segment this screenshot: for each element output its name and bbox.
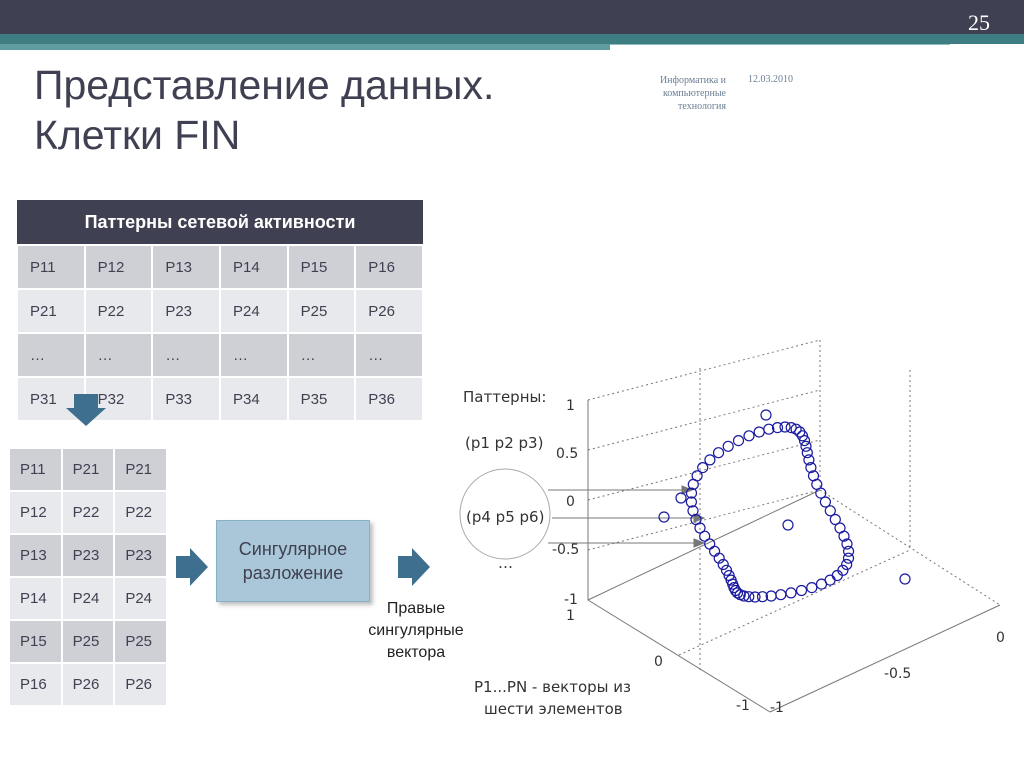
table-cell: P14: [220, 245, 288, 289]
data-markers: [659, 410, 910, 602]
table-row: [9, 491, 167, 534]
table-cell: P23: [114, 534, 167, 577]
table-cell: P21: [114, 448, 167, 491]
table-row: [17, 333, 423, 377]
data-marker: [754, 427, 764, 437]
table-cell: P15: [9, 620, 62, 663]
ellipsis-label: …: [498, 554, 513, 572]
table-cell: P24: [62, 577, 115, 620]
table-cell: P32: [85, 377, 153, 421]
table-cell: P25: [62, 620, 115, 663]
caption-line1: P1...PN - векторы из: [474, 678, 632, 696]
table-cell: …: [355, 333, 423, 377]
z-tick: 0: [566, 494, 575, 510]
svd-box: [216, 520, 370, 602]
table-cell: P26: [355, 289, 423, 333]
patterns-table-header: Паттерны сетевой активности: [17, 200, 423, 245]
slide-date: 12.03.2010: [748, 74, 793, 85]
data-marker: [744, 431, 754, 441]
table-cell: …: [17, 333, 85, 377]
table-cell: P16: [9, 663, 62, 706]
table-row: [9, 577, 167, 620]
patterns-label: Паттерны:: [463, 388, 547, 406]
table-cell: P15: [288, 245, 356, 289]
table-cell: P13: [152, 245, 220, 289]
arrow-down-icon: [66, 394, 106, 426]
z-tick: -0.5: [552, 542, 580, 558]
data-marker: [676, 493, 686, 503]
data-marker: [776, 590, 786, 600]
data-marker: [761, 410, 771, 420]
data-marker: [710, 546, 720, 556]
table-cell: P14: [9, 577, 62, 620]
data-marker: [900, 574, 910, 584]
data-marker: [783, 520, 793, 530]
slide-title: [34, 60, 494, 160]
table-cell: P25: [114, 620, 167, 663]
table-cell: P26: [62, 663, 115, 706]
x-tick: 0: [996, 630, 1005, 646]
data-marker: [830, 515, 840, 525]
header-band: [0, 34, 1024, 44]
group2-label: (p4 p5 p6): [466, 508, 545, 526]
y-tick: 0: [654, 654, 663, 670]
header-band-line: [610, 44, 950, 61]
table-cell: …: [152, 333, 220, 377]
header-band-light: [0, 44, 610, 50]
data-marker: [797, 586, 807, 596]
data-marker: [801, 441, 811, 451]
table-row: [9, 663, 167, 706]
table-cell: P11: [9, 448, 62, 491]
arrow-right-icon: [398, 548, 430, 586]
data-marker: [705, 455, 715, 465]
table-cell: P24: [220, 289, 288, 333]
table-cell: P23: [62, 534, 115, 577]
table-cell: …: [85, 333, 153, 377]
table-cell: P23: [152, 289, 220, 333]
label-line2: сингулярные: [368, 622, 464, 639]
table-cell: P33: [152, 377, 220, 421]
scatter-3d-plot: [440, 330, 1024, 730]
table-row: [17, 289, 423, 333]
slide-number: 25: [968, 10, 990, 35]
table-cell: P11: [17, 245, 85, 289]
table-cell: P13: [9, 534, 62, 577]
table-cell: P16: [355, 245, 423, 289]
x-tick: -0.5: [884, 666, 912, 682]
course-name: Информатика и компьютерные технология: [659, 75, 726, 112]
axis-ticks: [552, 398, 1005, 716]
table-cell: P25: [288, 289, 356, 333]
table-cell: P21: [62, 448, 115, 491]
caption-line2: шести элементов: [484, 700, 623, 718]
transposed-table: [8, 447, 168, 707]
table-cell: …: [288, 333, 356, 377]
header-bar: [0, 0, 1024, 34]
svd-label-line1: Сингулярное: [238, 539, 348, 559]
table-cell: P22: [85, 289, 153, 333]
table-cell: P12: [85, 245, 153, 289]
table-cell: P36: [355, 377, 423, 421]
table-row: [9, 534, 167, 577]
data-marker: [844, 553, 854, 563]
table-cell: …: [220, 333, 288, 377]
z-tick: 0.5: [556, 446, 579, 462]
table-cell: P24: [114, 577, 167, 620]
data-marker: [723, 441, 733, 451]
data-marker: [659, 512, 669, 522]
y-tick: -1: [736, 698, 750, 714]
table-row: [17, 245, 423, 289]
table-cell: P34: [220, 377, 288, 421]
group1-label: (p1 p2 p3): [465, 434, 544, 452]
z-tick: 1: [566, 398, 575, 414]
table-cell: P35: [288, 377, 356, 421]
data-marker: [802, 448, 812, 458]
table-cell: P22: [114, 491, 167, 534]
table-cell: P21: [17, 289, 85, 333]
data-marker: [714, 448, 724, 458]
data-marker: [817, 579, 827, 589]
table-row: [9, 620, 167, 663]
plot-box: [588, 340, 1000, 712]
data-marker: [734, 436, 744, 446]
data-marker: [807, 583, 817, 593]
table-cell: P31: [17, 377, 85, 421]
table-cell: P26: [114, 663, 167, 706]
title-line-1: Представление данных.: [34, 62, 495, 108]
svd-label-line2: разложение: [242, 563, 344, 583]
label-line3: вектора: [386, 644, 446, 661]
table-cell: P22: [62, 491, 115, 534]
y-tick: 1: [566, 608, 575, 624]
table-row: [9, 448, 167, 491]
data-marker: [786, 588, 796, 598]
table-cell: P12: [9, 491, 62, 534]
patterns-table: [16, 200, 424, 422]
arrow-right-icon: [176, 548, 208, 586]
x-tick: -1: [770, 700, 784, 716]
plot-annotations: [463, 388, 631, 718]
data-marker: [832, 571, 842, 581]
z-tick: -1: [564, 592, 578, 608]
label-line1: Правые: [386, 600, 446, 617]
title-line-2: Клетки FIN: [34, 112, 241, 158]
